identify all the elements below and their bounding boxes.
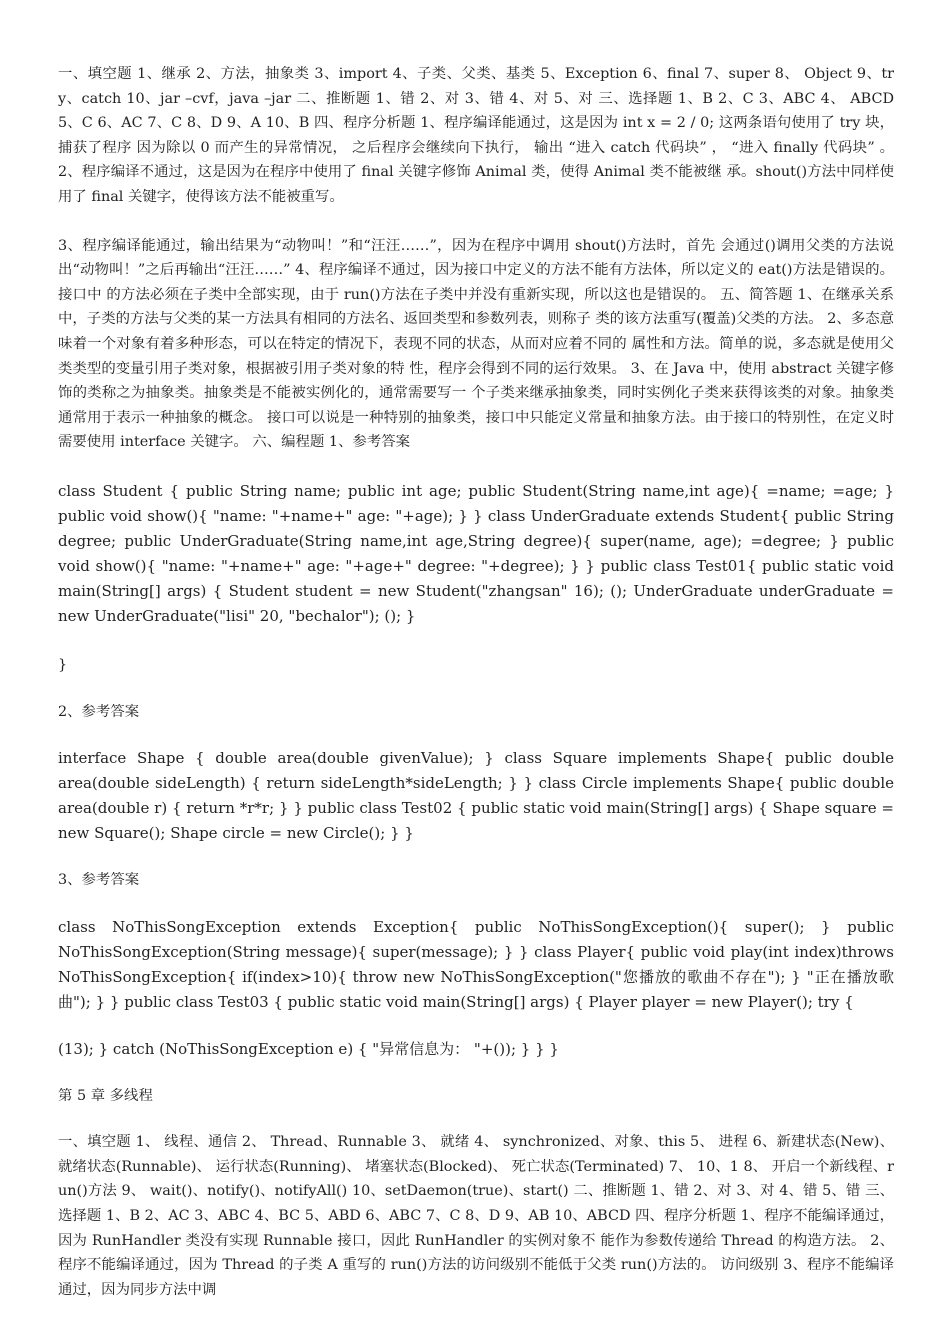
- code-answer-1: class Student { public String name; public int age; public Student(String name,int age){ =name; =age; } public void show(){ "name: "+name+" age: "+age); } } class UnderGraduate extends Student{ public String degree; public UnderGraduate(String name,int age,String degree){ super(name, age); =degree; } public void show(){ "name: "+name+" age: "+age+" degree: "+degree); } } public class Test01{ public static void main(String[] args) { Student student = new Student("zhangsan" 16); (); UnderGraduate underGraduate = new UnderGraduate("lisi" 20, "bechalor"); (); }: [58, 481, 894, 625]
- chapter5-answers: 一、填空题 1、 线程、通信 2、 Thread、Runnable 3、 就绪 4、 synchronized、对象、this 5、 进程 6、新建状态(New)、 就绪状态(Runnable)、 运行状态(Running)、 堵塞状态(Blocked)、 死亡状态(Terminated) 7、 10、1 8、 开启一个新线程、run()方法 9、 wait()、notify()、notifyAll() 10、setDaemon(true)、start() 二、推断题 1、错 2、对 3、对 4、错 5、错 三、选择题 1、B 2、AC 3、ABC 4、BC 5、ABD 6、ABC 7、C 8、D 9、AB 10、ABCD 四、程序分析题 1、程序不能编译通过，因为 RunHandler 类没有实现 Runnable 接口，因此 RunHandler 的实例对象不 能作为参数传递给 Thread 的构造方法。 2、程序不能编译通过，因为 Thread 的子类 A 重写的 run()方法的访问级别不能低于父类 run()方法的。 访问级别 3、程序不能编译通过，因为同步方法中调: [58, 1134, 894, 1298]
- reference-answer-3-heading: 3、参考答案: [58, 872, 140, 889]
- reference-answer-2-heading: 2、参考答案: [58, 703, 140, 720]
- chapter4-answers-part2: 3、程序编译能通过，输出结果为“动物叫！”和“汪汪……”，因为在程序中调用 shout()方法时，首先 会通过()调用父类的方法说出“动物叫！”之后再输出“汪汪……” 4、程序编译不通过，因为接口中定义的方法不能有方法体，所以定义的 eat()方法是错误的。接口中 的方法必须在子类中全部实现，由于 run()方法在子类中并没有重新实现，所以这也是错误的。 五、简答题 1、在继承关系中，子类的方法与父类的某一方法具有相同的方法名、返回类型和参数列表，则称子 类的该方法重写(覆盖)父类的方法。 2、多态意味着一个对象有着多种形态，可以在特定的情况下，表现不同的状态，从而对应着不同的 属性和方法。简单的说，多态就是使用父类类型的变量引用子类对象，根据被引用子类对象的特 性，程序会得到不同的运行效果。 3、在 Java 中，使用 abstract 关键字修饰的类称之为抽象类。抽象类是不能被实例化的，通常需要写一 个子类来继承抽象类，同时实例化子类来获得该类的对象。抽象类通常用于表示一种抽象的概念。 接口可以说是一种特别的抽象类，接口中只能定义常量和抽象方法。由于接口的特别性，在定义时需要使用 interface 关键字。 六、编程题 1、参考答案: [58, 237, 894, 451]
- chapter5-title: 第 5 章 多线程: [58, 1087, 153, 1104]
- code-answer-1-closing-brace: }: [58, 656, 68, 673]
- code-answer-3: class NoThisSongException extends Exception{ public NoThisSongException(){ super(); } public NoThisSongException(String message){ super(message); } } class Player{ public void play(int index)throws NoThisSongException{ if(index>10){ throw new NoThisSongException("您播放的歌曲不存在"); } "正在播放歌曲"); } } public class Test03 { public static void main(String[] args) { Player player = new Player(); try {: [58, 917, 894, 1011]
- code-answer-3-tail: (13); } catch (NoThisSongException e) { "异常信息为： "+()); } } }: [58, 1039, 559, 1058]
- code-answer-2: interface Shape { double area(double givenValue); } class Square implements Shape{ public double area(double sideLength) { return sideLength*sideLength; } } class Circle implements Shape{ public double area(double r) { return *r*r; } } public class Test02 { public static void main(String[] args) { Shape square = new Square(); Shape circle = new Circle(); } }: [58, 749, 894, 843]
- document-page: [58, 62, 894, 1302]
- chapter4-answers-part1: 一、填空题 1、继承 2、方法，抽象类 3、import 4、子类、父类、基类 5、Exception 6、final 7、super 8、 Object 9、try、catch 10、jar –cvf，java –jar 二、推断题 1、错 2、对 3、错 4、对 5、对 三、选择题 1、B 2、C 3、ABC 4、 ABCD 5、C 6、AC 7、C 8、D 9、A 10、B 四、程序分析题 1、程序编译能通过，这是因为 int x = 2 / 0; 这两条语句使用了 try 块，捕获了程序 因为除以 0 而产生的异常情况， 之后程序会继续向下执行， 输出 “进入 catch 代码块” ， “进入 finally 代码块” 。 2、程序编译不通过，这是因为在程序中使用了 final 关键字修饰 Animal 类，使得 Animal 类不能被继 承。shout()方法中同样使用了 final 关键字，使得该方法不能被重写。: [58, 66, 894, 205]
